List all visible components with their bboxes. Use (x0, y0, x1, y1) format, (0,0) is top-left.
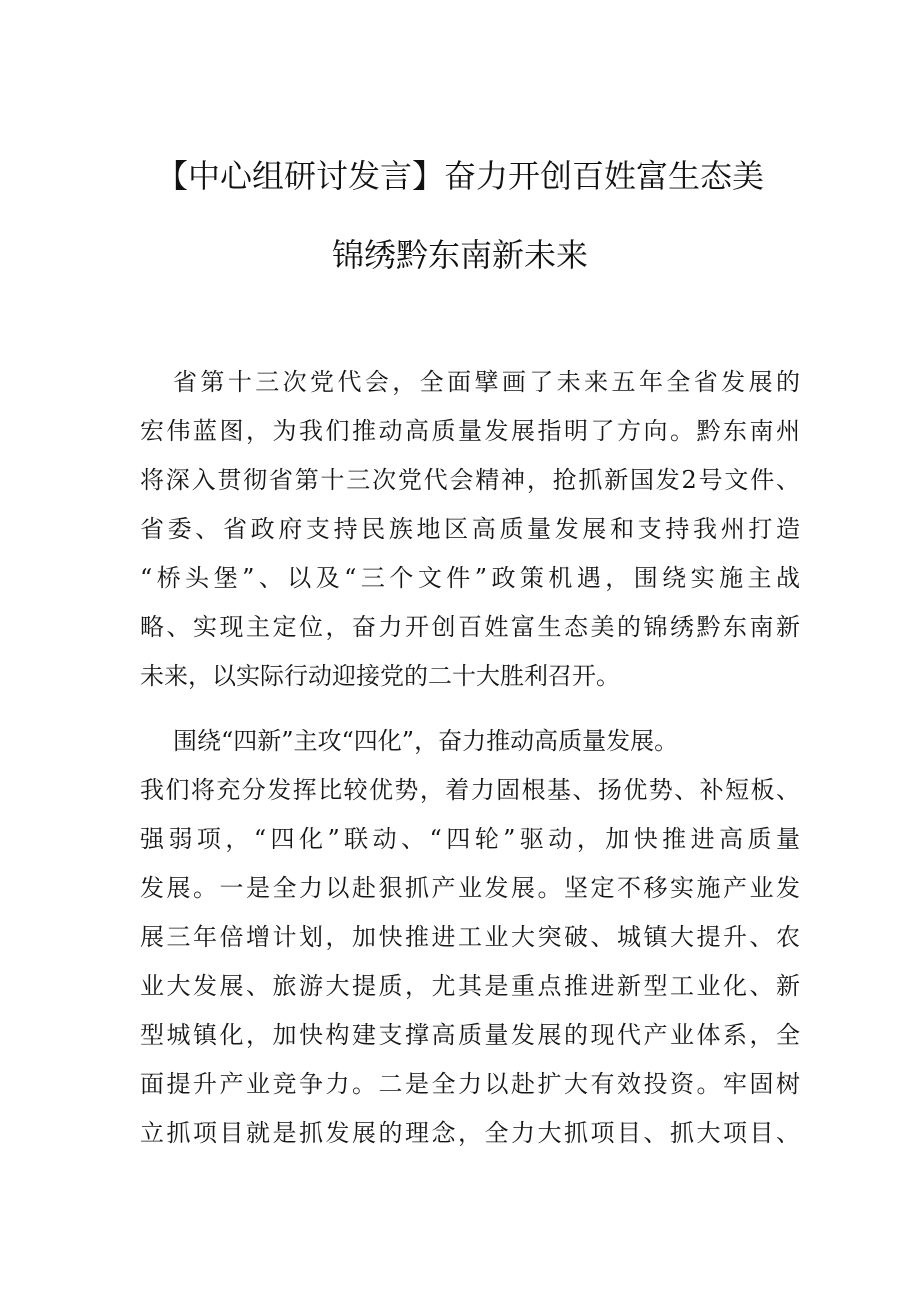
text-line: 省委、省政府支持民族地区高质量发展和支持我州打造 (140, 515, 800, 543)
text-line: 宏伟蓝图，为我们推动高质量发展指明了方向。黔东南州 (140, 417, 800, 445)
text-line: 面提升产业竞争力。二是全力以赴扩大有效投资。牢固树 (140, 1070, 800, 1098)
text-line: 发展。一是全力以赴狠抓产业发展。坚定不移实施产业发 (140, 874, 800, 902)
text-line: 将深入贯彻省第十三次党代会精神，抢抓新国发2号文件、 (140, 466, 800, 494)
text-line: 强弱项，“四化”联动、“四轮”驱动，加快推进高质量 (140, 825, 800, 853)
text-line: 未来，以实际行动迎接党的二十大胜利召开。 (140, 662, 620, 690)
document-title-line-1: 【中心组研讨发言】奋力开创百姓富生态美 (155, 157, 764, 195)
text-line: “桥头堡”、以及“三个文件”政策机遇，围绕实施主战 (140, 564, 800, 592)
text-line: 省第十三次党代会，全面擘画了未来五年全省发展的 (173, 368, 800, 396)
text-line: 展三年倍增计划，加快推进工业大突破、城镇大提升、农 (140, 923, 800, 951)
text-line: 立抓项目就是抓发展的理念，全力大抓项目、抓大项目、 (140, 1119, 800, 1147)
text-line: 略、实现主定位，奋力开创百姓富生态美的锦绣黔东南新 (140, 613, 800, 641)
text-line: 围绕“四新”主攻“四化”，奋力推动高质量发展。 (173, 727, 679, 755)
text-line: 我们将充分发挥比较优势，着力固根基、扬优势、补短板、 (140, 776, 800, 804)
text-line: 业大发展、旅游大提质，尤其是重点推进新型工业化、新 (140, 972, 800, 1000)
document-title-line-2: 锦绣黔东南新未来 (331, 236, 588, 274)
text-line: 型城镇化，加快构建支撑高质量发展的现代产业体系，全 (140, 1021, 800, 1049)
